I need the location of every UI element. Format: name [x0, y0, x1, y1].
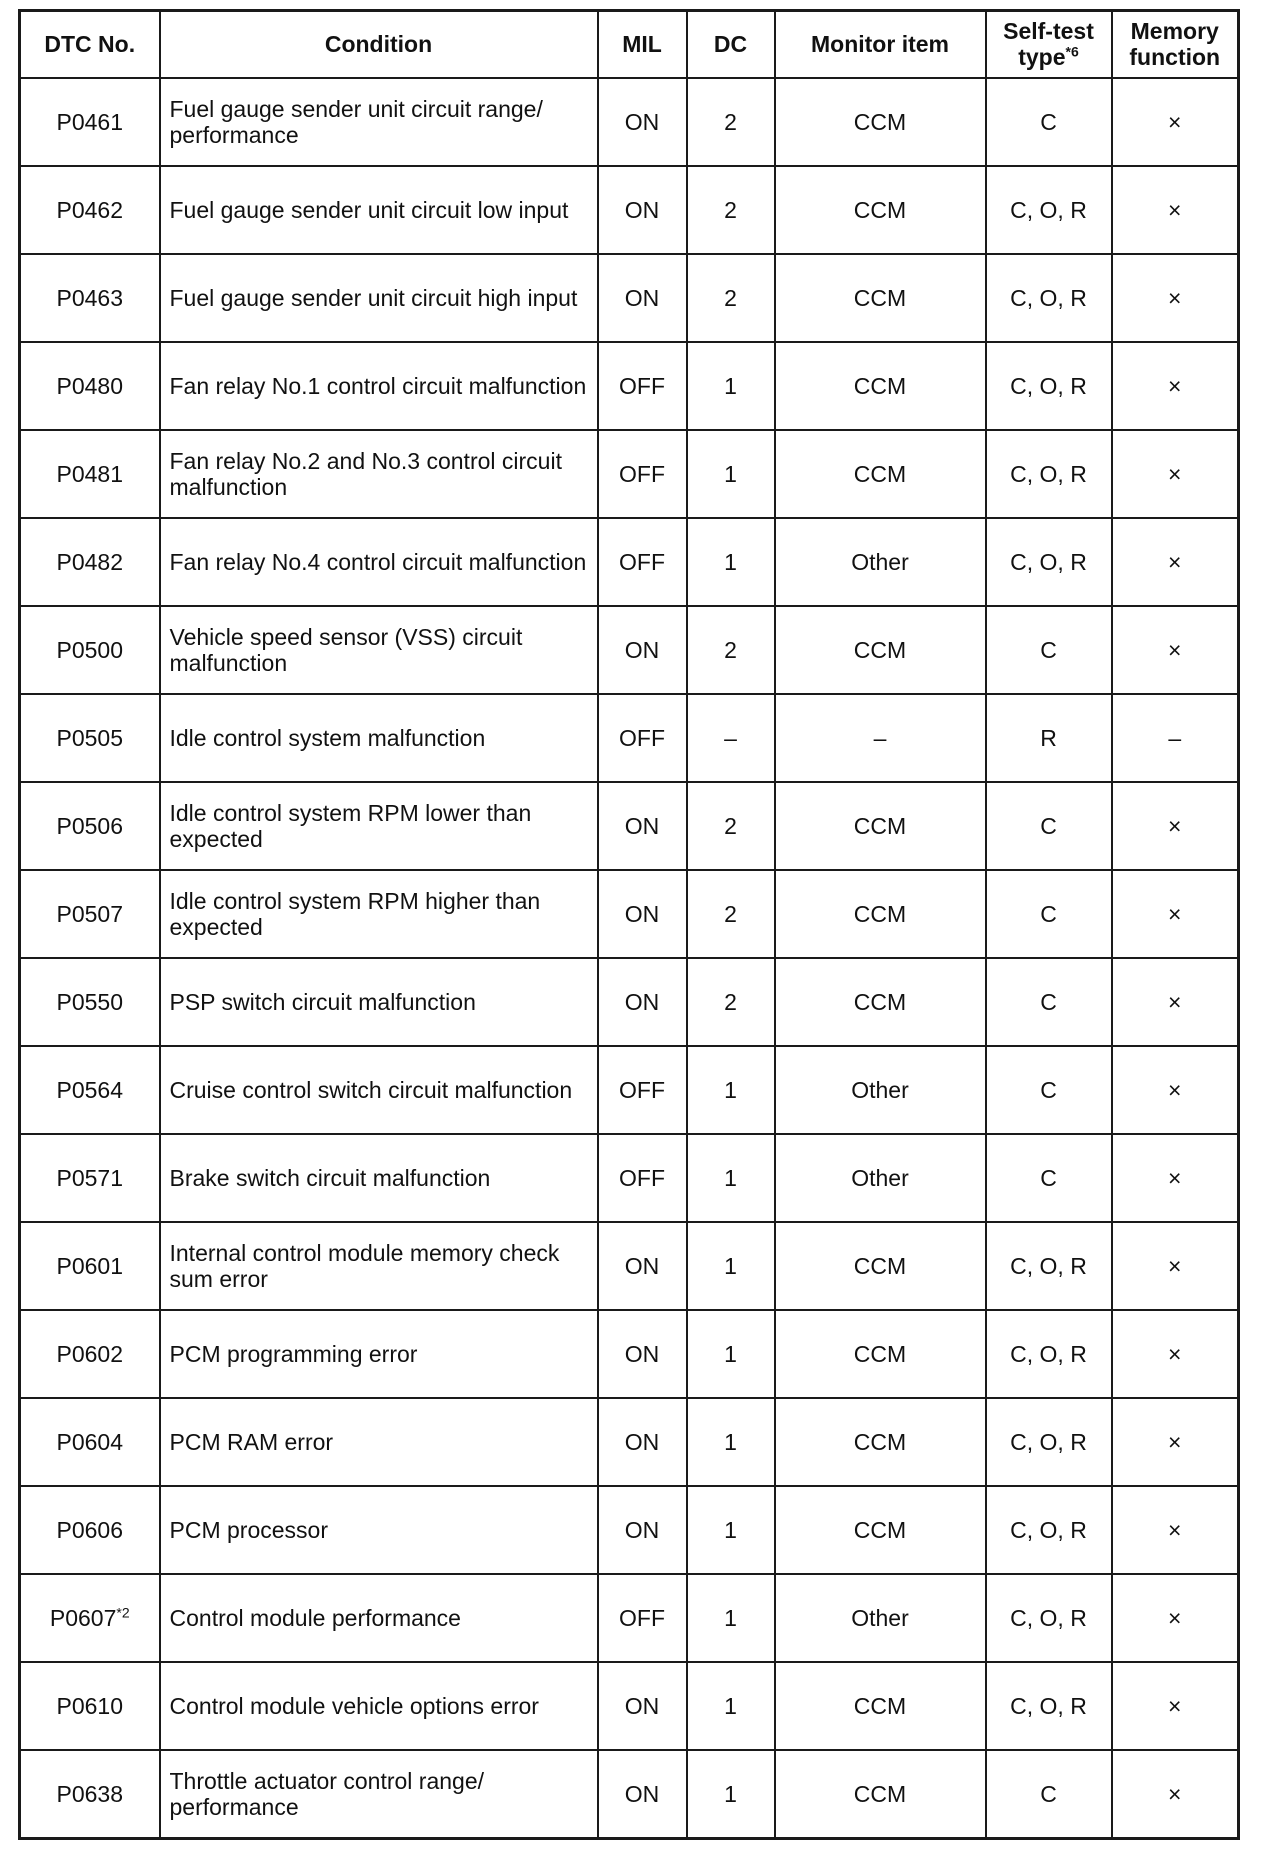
mil-cell: ON: [598, 1486, 687, 1574]
memory-function-cell: ×: [1112, 1222, 1239, 1310]
memory-function-cell: ×: [1112, 870, 1239, 958]
mil-cell: OFF: [598, 1046, 687, 1134]
mil-cell: ON: [598, 782, 687, 870]
mil-cell: OFF: [598, 694, 687, 782]
table-row: [20, 1134, 1239, 1222]
monitor-item-cell: CCM: [775, 166, 986, 254]
mil-cell: OFF: [598, 430, 687, 518]
monitor-item-cell: Other: [775, 1046, 986, 1134]
dtc-code: P0607: [49, 1604, 117, 1631]
memory-function-cell: ×: [1112, 1574, 1239, 1662]
monitor-item-cell: CCM: [775, 1750, 986, 1839]
table-row: [20, 78, 1239, 166]
dtc-code: P0507: [56, 900, 123, 927]
dc-cell: 2: [687, 782, 775, 870]
dc-cell: 1: [687, 1046, 775, 1134]
self-test-type-cell: C, O, R: [986, 1398, 1112, 1486]
header-memory-function: Memory function: [1112, 11, 1239, 79]
header-condition: Condition: [160, 11, 598, 79]
dtc-code: P0604: [56, 1428, 123, 1455]
table-row: [20, 1486, 1239, 1574]
dtc-code: P0506: [56, 812, 123, 839]
header-self-test-note: *6: [1065, 42, 1079, 59]
monitor-item-cell: CCM: [775, 606, 986, 694]
dc-cell: 2: [687, 254, 775, 342]
dc-cell: 1: [687, 1662, 775, 1750]
mil-cell: ON: [598, 1662, 687, 1750]
dtc-code: P0481: [56, 460, 123, 487]
table-row: [20, 1046, 1239, 1134]
monitor-item-cell: CCM: [775, 782, 986, 870]
dtc-code: P0601: [56, 1252, 123, 1279]
dtc-table: [18, 9, 1240, 1840]
table-row: [20, 254, 1239, 342]
mil-cell: ON: [598, 78, 687, 166]
dtc-code: P0606: [56, 1516, 123, 1543]
dtc-code: P0461: [56, 108, 123, 135]
table-row: [20, 1750, 1239, 1839]
dc-cell: 1: [687, 342, 775, 430]
table-row: [20, 694, 1239, 782]
dtc-code: P0550: [56, 988, 123, 1015]
dc-cell: 1: [687, 518, 775, 606]
mil-cell: ON: [598, 1222, 687, 1310]
memory-function-cell: ×: [1112, 342, 1239, 430]
self-test-type-cell: C: [986, 1046, 1112, 1134]
dtc-code-cell: [20, 1398, 160, 1486]
monitor-item-cell: CCM: [775, 870, 986, 958]
monitor-item-cell: CCM: [775, 1486, 986, 1574]
dtc-code-cell: [20, 166, 160, 254]
self-test-type-cell: C, O, R: [986, 1662, 1112, 1750]
monitor-item-cell: –: [775, 694, 986, 782]
dc-cell: 1: [687, 1134, 775, 1222]
monitor-item-cell: CCM: [775, 1662, 986, 1750]
self-test-type-cell: C, O, R: [986, 1222, 1112, 1310]
monitor-item-cell: CCM: [775, 254, 986, 342]
dc-cell: 1: [687, 1750, 775, 1839]
self-test-type-cell: C: [986, 1134, 1112, 1222]
condition-cell: Idle control system malfunction: [160, 694, 598, 782]
table-row: [20, 606, 1239, 694]
monitor-item-cell: CCM: [775, 1398, 986, 1486]
monitor-item-cell: CCM: [775, 1310, 986, 1398]
dc-cell: 2: [687, 606, 775, 694]
dtc-code-cell: [20, 1222, 160, 1310]
header-dtc-no: DTC No.: [20, 11, 160, 79]
self-test-type-cell: C, O, R: [986, 166, 1112, 254]
mil-cell: OFF: [598, 1134, 687, 1222]
dc-cell: 1: [687, 430, 775, 518]
self-test-type-cell: C: [986, 606, 1112, 694]
dc-cell: 1: [687, 1222, 775, 1310]
condition-cell: Idle control system RPM lower than expected: [160, 782, 598, 870]
dtc-code-cell: [20, 254, 160, 342]
dtc-code-cell: [20, 694, 160, 782]
condition-cell: Idle control system RPM higher than expected: [160, 870, 598, 958]
mil-cell: ON: [598, 958, 687, 1046]
memory-function-cell: ×: [1112, 1662, 1239, 1750]
condition-cell: Brake switch circuit malfunction: [160, 1134, 598, 1222]
table-row: [20, 1574, 1239, 1662]
dtc-code-cell: [20, 1662, 160, 1750]
condition-cell: Vehicle speed sensor (VSS) circuit malfunction: [160, 606, 598, 694]
table-row: [20, 1310, 1239, 1398]
dtc-code-cell: [20, 1574, 160, 1662]
self-test-type-cell: C: [986, 958, 1112, 1046]
dtc-code: P0610: [56, 1692, 123, 1719]
dc-cell: 1: [687, 1486, 775, 1574]
self-test-type-cell: C: [986, 782, 1112, 870]
header-self-test-type: [986, 11, 1112, 79]
dtc-code-cell: [20, 430, 160, 518]
condition-cell: Fuel gauge sender unit circuit high input: [160, 254, 598, 342]
dtc-code-cell: [20, 518, 160, 606]
self-test-type-cell: C, O, R: [986, 1486, 1112, 1574]
mil-cell: ON: [598, 870, 687, 958]
dtc-code: P0638: [56, 1780, 123, 1807]
memory-function-cell: ×: [1112, 1310, 1239, 1398]
monitor-item-cell: Other: [775, 518, 986, 606]
condition-cell: PCM programming error: [160, 1310, 598, 1398]
monitor-item-cell: CCM: [775, 958, 986, 1046]
dc-cell: 2: [687, 166, 775, 254]
condition-cell: Fan relay No.4 control circuit malfunction: [160, 518, 598, 606]
dtc-code: P0602: [56, 1340, 123, 1367]
table-row: [20, 958, 1239, 1046]
self-test-type-cell: C, O, R: [986, 1574, 1112, 1662]
dtc-code-cell: [20, 342, 160, 430]
memory-function-cell: ×: [1112, 606, 1239, 694]
dtc-code-cell: [20, 782, 160, 870]
memory-function-cell: ×: [1112, 78, 1239, 166]
self-test-type-cell: C, O, R: [986, 430, 1112, 518]
condition-cell: Throttle actuator control range/ performance: [160, 1750, 598, 1839]
mil-cell: ON: [598, 254, 687, 342]
header-monitor-item: Monitor item: [775, 11, 986, 79]
memory-function-cell: ×: [1112, 1486, 1239, 1574]
memory-function-cell: –: [1112, 694, 1239, 782]
memory-function-cell: ×: [1112, 1750, 1239, 1839]
dtc-table-sheet: [18, 9, 1237, 1840]
memory-function-cell: ×: [1112, 958, 1239, 1046]
memory-function-cell: ×: [1112, 782, 1239, 870]
condition-cell: PSP switch circuit malfunction: [160, 958, 598, 1046]
dtc-code: P0463: [56, 284, 123, 311]
self-test-type-cell: C: [986, 1750, 1112, 1839]
self-test-type-cell: C, O, R: [986, 342, 1112, 430]
table-row: [20, 518, 1239, 606]
header-dc: DC: [687, 11, 775, 79]
monitor-item-cell: Other: [775, 1134, 986, 1222]
condition-cell: Control module vehicle options error: [160, 1662, 598, 1750]
self-test-type-cell: R: [986, 694, 1112, 782]
condition-cell: Cruise control switch circuit malfunction: [160, 1046, 598, 1134]
monitor-item-cell: CCM: [775, 342, 986, 430]
header-self-test-label: Self-test type: [1003, 17, 1094, 70]
dc-cell: 2: [687, 958, 775, 1046]
monitor-item-cell: Other: [775, 1574, 986, 1662]
memory-function-cell: ×: [1112, 430, 1239, 518]
mil-cell: ON: [598, 1310, 687, 1398]
dc-cell: 1: [687, 1574, 775, 1662]
memory-function-cell: ×: [1112, 166, 1239, 254]
dc-cell: 1: [687, 1398, 775, 1486]
dtc-code: P0462: [56, 196, 123, 223]
dtc-code-cell: [20, 78, 160, 166]
self-test-type-cell: C, O, R: [986, 518, 1112, 606]
dtc-code: P0482: [56, 548, 123, 575]
dc-cell: 2: [687, 870, 775, 958]
memory-function-cell: ×: [1112, 1046, 1239, 1134]
header-row: [20, 11, 1239, 79]
mil-cell: ON: [598, 1750, 687, 1839]
dtc-code-cell: [20, 870, 160, 958]
dtc-table-body: [20, 78, 1239, 1839]
table-row: [20, 782, 1239, 870]
mil-cell: ON: [598, 606, 687, 694]
self-test-type-cell: C, O, R: [986, 1310, 1112, 1398]
dtc-code-cell: [20, 1046, 160, 1134]
mil-cell: ON: [598, 166, 687, 254]
dc-cell: –: [687, 694, 775, 782]
self-test-type-cell: C, O, R: [986, 254, 1112, 342]
dtc-code-cell: [20, 958, 160, 1046]
table-row: [20, 1222, 1239, 1310]
dc-cell: 1: [687, 1310, 775, 1398]
table-row: [20, 342, 1239, 430]
dc-cell: 2: [687, 78, 775, 166]
memory-function-cell: ×: [1112, 518, 1239, 606]
dtc-code: P0564: [56, 1076, 123, 1103]
condition-cell: PCM RAM error: [160, 1398, 598, 1486]
condition-cell: Fuel gauge sender unit circuit range/ performance: [160, 78, 598, 166]
header-mil: MIL: [598, 11, 687, 79]
mil-cell: ON: [598, 1398, 687, 1486]
dtc-code-cell: [20, 1486, 160, 1574]
dtc-code-cell: [20, 1134, 160, 1222]
dtc-code: P0480: [56, 372, 123, 399]
dtc-code: P0500: [56, 636, 123, 663]
mil-cell: OFF: [598, 1574, 687, 1662]
monitor-item-cell: CCM: [775, 78, 986, 166]
table-row: [20, 166, 1239, 254]
dtc-code: P0505: [56, 724, 123, 751]
condition-cell: PCM processor: [160, 1486, 598, 1574]
table-row: [20, 870, 1239, 958]
memory-function-cell: ×: [1112, 1134, 1239, 1222]
memory-function-cell: ×: [1112, 254, 1239, 342]
condition-cell: Fuel gauge sender unit circuit low input: [160, 166, 598, 254]
table-row: [20, 430, 1239, 518]
condition-cell: Control module performance: [160, 1574, 598, 1662]
memory-function-cell: ×: [1112, 1398, 1239, 1486]
condition-cell: Internal control module memory check sum error: [160, 1222, 598, 1310]
dtc-footnote-mark: *2: [116, 1604, 130, 1621]
table-row: [20, 1662, 1239, 1750]
dtc-code-cell: [20, 1750, 160, 1839]
condition-cell: Fan relay No.1 control circuit malfunction: [160, 342, 598, 430]
self-test-type-cell: C: [986, 870, 1112, 958]
dtc-code-cell: [20, 606, 160, 694]
table-row: [20, 1398, 1239, 1486]
monitor-item-cell: CCM: [775, 430, 986, 518]
monitor-item-cell: CCM: [775, 1222, 986, 1310]
mil-cell: OFF: [598, 342, 687, 430]
dtc-code-cell: [20, 1310, 160, 1398]
mil-cell: OFF: [598, 518, 687, 606]
self-test-type-cell: C: [986, 78, 1112, 166]
dtc-code: P0571: [56, 1164, 123, 1191]
condition-cell: Fan relay No.2 and No.3 control circuit malfunction: [160, 430, 598, 518]
